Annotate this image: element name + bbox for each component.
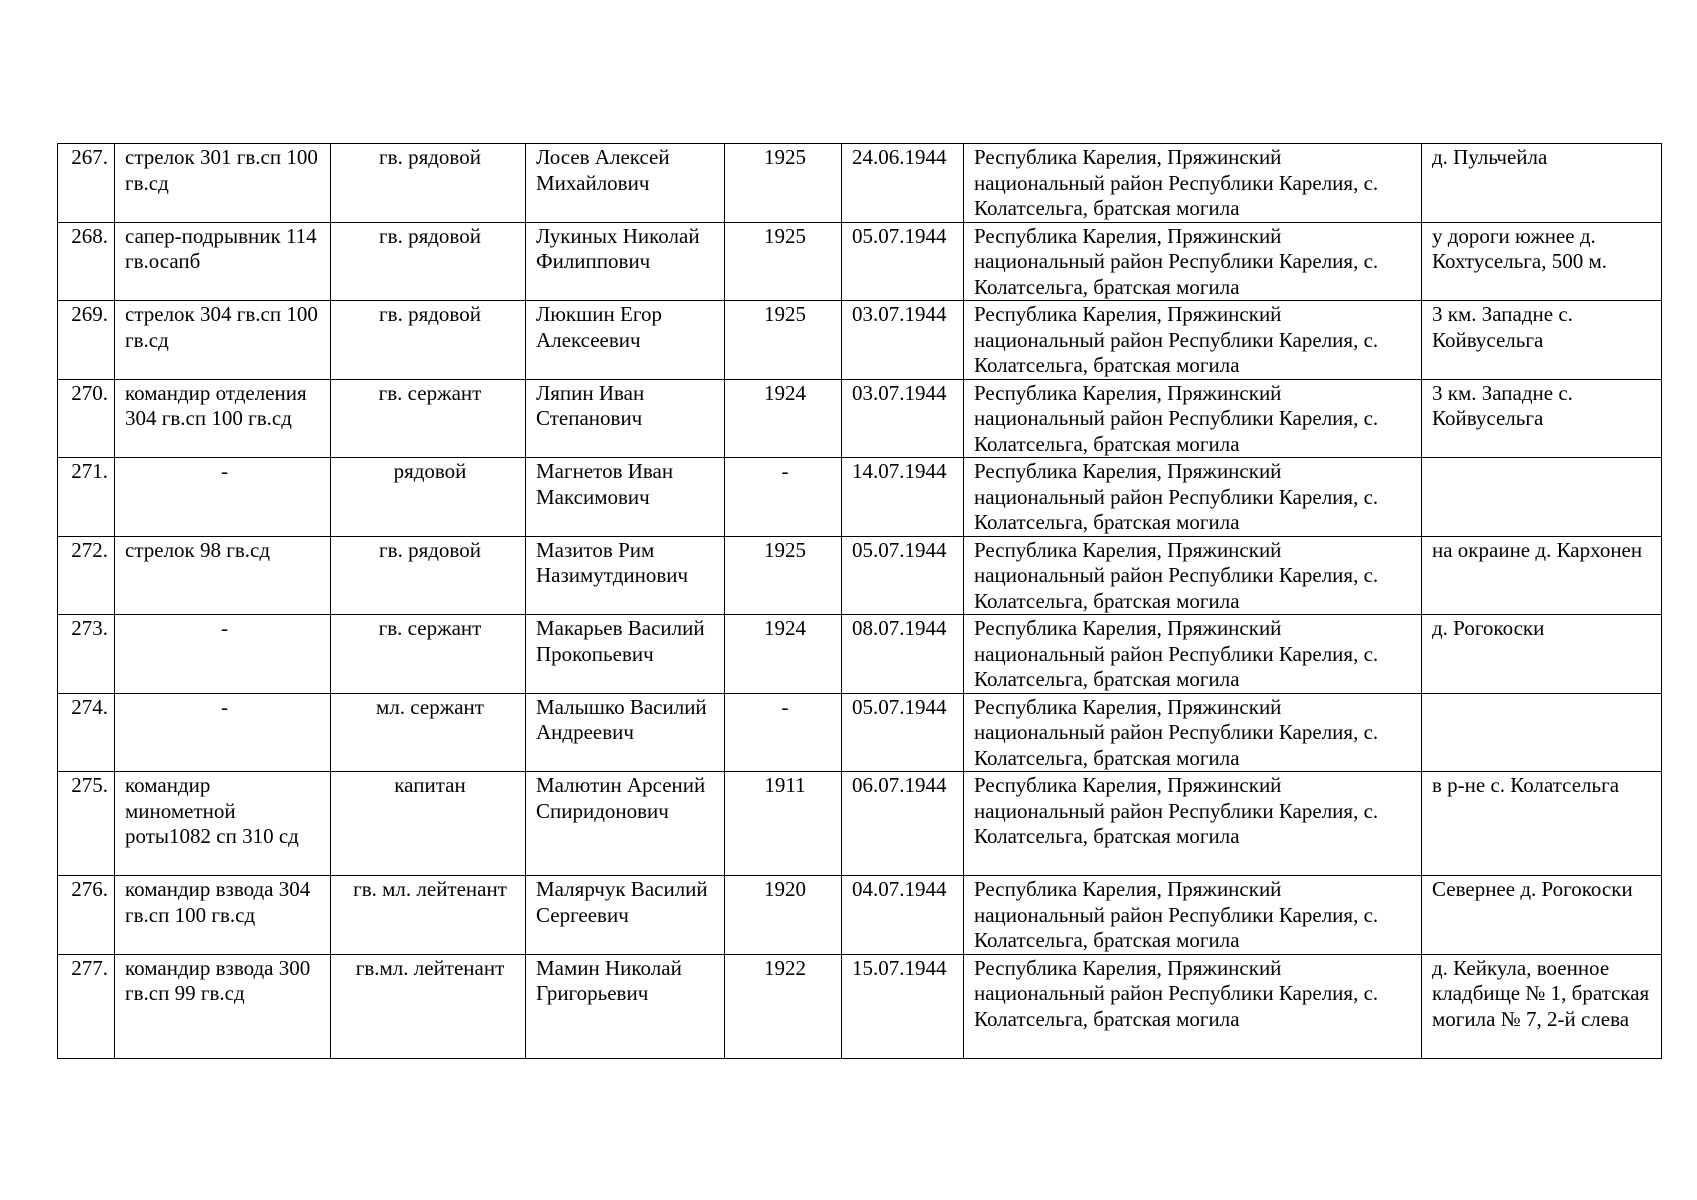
row-number: 267. [58,144,115,223]
burial-place-cell: Республика Карелия, Пряжинский национальный район Республики Карелия, с. Колатсельга, братская могила [964,222,1422,301]
burial-place-cell: Республика Карелия, Пряжинский национальный район Республики Карелия, с. Колатсельга, братская могила [964,301,1422,380]
table-row [58,379,1662,458]
birth-year-cell: 1925 [725,144,842,223]
birth-year-cell: 1924 [725,615,842,694]
name-cell: Ляпин Иван Степанович [526,379,725,458]
rank-cell: гв. сержант [331,379,526,458]
burial-place-cell: Республика Карелия, Пряжинский национальный район Республики Карелия, с. Колатсельга, братская могила [964,536,1422,615]
name-cell: Макарьев Василий Прокопьевич [526,615,725,694]
table-row [58,144,1662,223]
burial-place-cell: Республика Карелия, Пряжинский национальный район Республики Карелия, с. Колатсельга, братская могила [964,772,1422,876]
unit-cell: стрелок 301 гв.сп 100 гв.сд [115,144,331,223]
table-row [58,615,1662,694]
name-cell: Малярчук Василий Сергеевич [526,876,725,955]
row-number: 269. [58,301,115,380]
unit-cell: командир взвода 304 гв.сп 100 гв.сд [115,876,331,955]
death-date-cell: 05.07.1944 [842,693,964,772]
rank-cell: мл. сержант [331,693,526,772]
birth-year-cell: 1925 [725,222,842,301]
table-row [58,954,1662,1058]
primary-burial-cell: у дороги южнее д. Кохтусельга, 500 м. [1422,222,1662,301]
unit-cell: сапер-подрывник 114 гв.осапб [115,222,331,301]
unit-cell: стрелок 98 гв.сд [115,536,331,615]
table-row [58,458,1662,537]
table-row [58,693,1662,772]
rank-cell: гв. рядовой [331,222,526,301]
rank-cell: гв. рядовой [331,144,526,223]
row-number: 277. [58,954,115,1058]
row-number: 272. [58,536,115,615]
primary-burial-cell: 3 км. Западне с. Койвусельга [1422,301,1662,380]
name-cell: Малышко Василий Андреевич [526,693,725,772]
primary-burial-cell: д. Кейкула, военное кладбище № 1, братская могила № 7, 2-й слева [1422,954,1662,1058]
birth-year-cell: 1925 [725,536,842,615]
rank-cell: гв. мл. лейтенант [331,876,526,955]
row-number: 275. [58,772,115,876]
unit-cell: стрелок 304 гв.сп 100 гв.сд [115,301,331,380]
primary-burial-cell [1422,693,1662,772]
unit-cell: командир минометной роты1082 сп 310 сд [115,772,331,876]
name-cell: Малютин Арсений Спиридонович [526,772,725,876]
death-date-cell: 03.07.1944 [842,301,964,380]
birth-year-cell: 1911 [725,772,842,876]
table-row [58,536,1662,615]
row-number: 276. [58,876,115,955]
burial-place-cell: Республика Карелия, Пряжинский национальный район Республики Карелия, с. Колатсельга, братская могила [964,144,1422,223]
primary-burial-cell: д. Пульчейла [1422,144,1662,223]
row-number: 271. [58,458,115,537]
death-date-cell: 06.07.1944 [842,772,964,876]
birth-year-cell: 1922 [725,954,842,1058]
table-row [58,876,1662,955]
unit-cell: командир взвода 300 гв.сп 99 гв.сд [115,954,331,1058]
table-row [58,772,1662,876]
death-date-cell: 15.07.1944 [842,954,964,1058]
rank-cell: гв.мл. лейтенант [331,954,526,1058]
rank-cell: гв. рядовой [331,536,526,615]
primary-burial-cell: д. Рогокоски [1422,615,1662,694]
unit-cell: - [115,458,331,537]
primary-burial-cell: на окраине д. Кархонен [1422,536,1662,615]
rank-cell: капитан [331,772,526,876]
birth-year-cell: 1920 [725,876,842,955]
name-cell: Лукиных Николай Филиппович [526,222,725,301]
death-date-cell: 04.07.1944 [842,876,964,955]
birth-year-cell: - [725,458,842,537]
name-cell: Мамин Николай Григорьевич [526,954,725,1058]
birth-year-cell: 1925 [725,301,842,380]
primary-burial-cell: 3 км. Западне с. Койвусельга [1422,379,1662,458]
primary-burial-cell [1422,458,1662,537]
primary-burial-cell: Севернее д. Рогокоски [1422,876,1662,955]
birth-year-cell: - [725,693,842,772]
burial-registry-table [57,143,1662,1059]
burial-place-cell: Республика Карелия, Пряжинский национальный район Республики Карелия, с. Колатсельга, братская могила [964,876,1422,955]
row-number: 270. [58,379,115,458]
table-row [58,222,1662,301]
unit-cell: командир отделения 304 гв.сп 100 гв.сд [115,379,331,458]
row-number: 268. [58,222,115,301]
burial-place-cell: Республика Карелия, Пряжинский национальный район Республики Карелия, с. Колатсельга, братская могила [964,458,1422,537]
burial-place-cell: Республика Карелия, Пряжинский национальный район Республики Карелия, с. Колатсельга, братская могила [964,615,1422,694]
name-cell: Люкшин Егор Алексеевич [526,301,725,380]
table-body [58,144,1662,1059]
death-date-cell: 14.07.1944 [842,458,964,537]
rank-cell: гв. рядовой [331,301,526,380]
unit-cell: - [115,615,331,694]
burial-place-cell: Республика Карелия, Пряжинский национальный район Республики Карелия, с. Колатсельга, братская могила [964,954,1422,1058]
death-date-cell: 24.06.1944 [842,144,964,223]
birth-year-cell: 1924 [725,379,842,458]
name-cell: Магнетов Иван Максимович [526,458,725,537]
burial-place-cell: Республика Карелия, Пряжинский национальный район Республики Карелия, с. Колатсельга, братская могила [964,379,1422,458]
name-cell: Мазитов Рим Назимутдинович [526,536,725,615]
primary-burial-cell: в р-не с. Колатсельга [1422,772,1662,876]
rank-cell: рядовой [331,458,526,537]
death-date-cell: 05.07.1944 [842,536,964,615]
death-date-cell: 08.07.1944 [842,615,964,694]
name-cell: Лосев Алексей Михайлович [526,144,725,223]
row-number: 273. [58,615,115,694]
row-number: 274. [58,693,115,772]
table-row [58,301,1662,380]
rank-cell: гв. сержант [331,615,526,694]
burial-place-cell: Республика Карелия, Пряжинский национальный район Республики Карелия, с. Колатсельга, братская могила [964,693,1422,772]
unit-cell: - [115,693,331,772]
death-date-cell: 05.07.1944 [842,222,964,301]
death-date-cell: 03.07.1944 [842,379,964,458]
